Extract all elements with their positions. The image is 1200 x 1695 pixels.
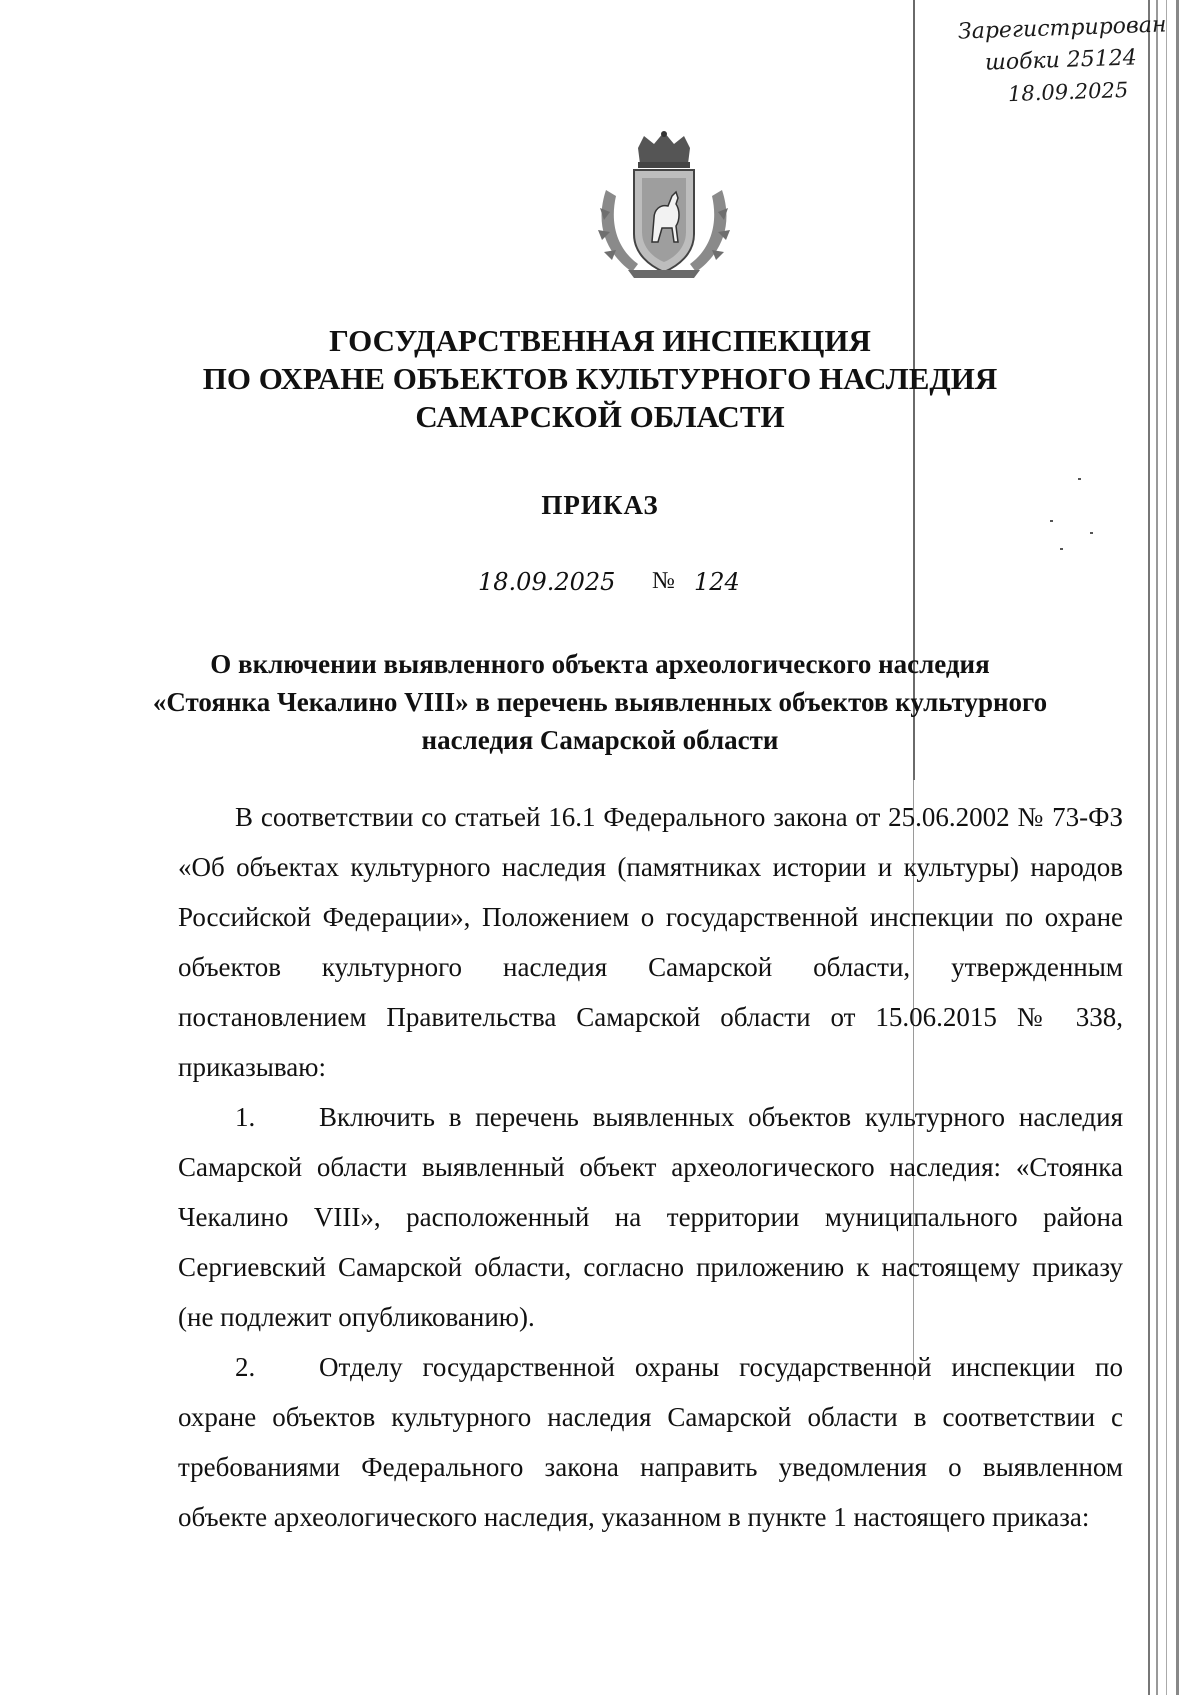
scan-speck <box>1060 548 1063 550</box>
organization-name <box>0 322 1200 436</box>
list-item <box>178 1342 1123 1542</box>
document-date: 18.09.2025 <box>478 568 616 596</box>
document-number: 124 <box>694 568 740 596</box>
subject-line1: О включении выявленного объекта археологического наследия <box>210 649 990 679</box>
document-number-sign: № <box>652 568 675 594</box>
document-subject <box>150 645 1050 759</box>
scan-edge-line <box>1166 0 1167 1695</box>
scan-speck <box>1090 532 1093 534</box>
item-text: Отделу государственной охраны государственной инспекции по охране объектов культурного наследия Самарской области в соответствии с требованиями Федерального закона направить уведомления о выявленном объекте археологического наследия, указанном в пункте 1 настоящего приказа: <box>178 1352 1123 1532</box>
document-type: ПРИКАЗ <box>541 490 659 520</box>
item-number: 2. <box>235 1352 256 1382</box>
registration-note-line1: Зарегистрирован <box>957 12 1167 45</box>
document-body <box>178 792 1123 1542</box>
scan-edge-line <box>1156 0 1158 1695</box>
scan-edge-line <box>1176 0 1179 1695</box>
organization-line1: ГОСУДАРСТВЕННАЯ ИНСПЕКЦИЯ <box>329 323 871 358</box>
subject-line3: наследия Самарской области <box>421 725 779 755</box>
registration-note-date: 18.09.2025 <box>1007 77 1129 107</box>
subject-line2: «Стоянка Чекалино VIII» в перечень выявленных объектов культурного <box>152 687 1048 717</box>
item-number: 1. <box>235 1102 256 1132</box>
organization-line2: ПО ОХРАНЕ ОБЪЕКТОВ КУЛЬТУРНОГО НАСЛЕДИЯ <box>202 361 998 396</box>
item-text: Включить в перечень выявленных объектов культурного наследия Самарской области выявленный объект археологического наследия: «Стоянка Чекалино VIII», расположенный на территории муниципального района Сергиевский Самарской области, согласно приложению к настоящему приказу (не подлежит опубликованию). <box>178 1102 1123 1332</box>
registration-note-line2: шобки 25124 <box>984 45 1138 76</box>
organization-line3: САМАРСКОЙ ОБЛАСТИ <box>415 399 785 434</box>
scan-edge-line <box>1148 0 1150 1695</box>
coat-of-arms-icon <box>592 130 736 280</box>
scan-speck <box>1078 478 1081 480</box>
list-item <box>178 1092 1123 1342</box>
preamble-paragraph: В соответствии со статьей 16.1 Федерального закона от 25.06.2002 № 73-ФЗ «Об объектах культурного наследия (памятниках истории и культуры) народов Российской Федерации», Положением о государственной инспекции по охране объектов культурного наследия Самарской области, утвержденным постановлением Правительства Самарской области от 15.06.2015 № 338, приказываю: <box>178 802 1123 1082</box>
